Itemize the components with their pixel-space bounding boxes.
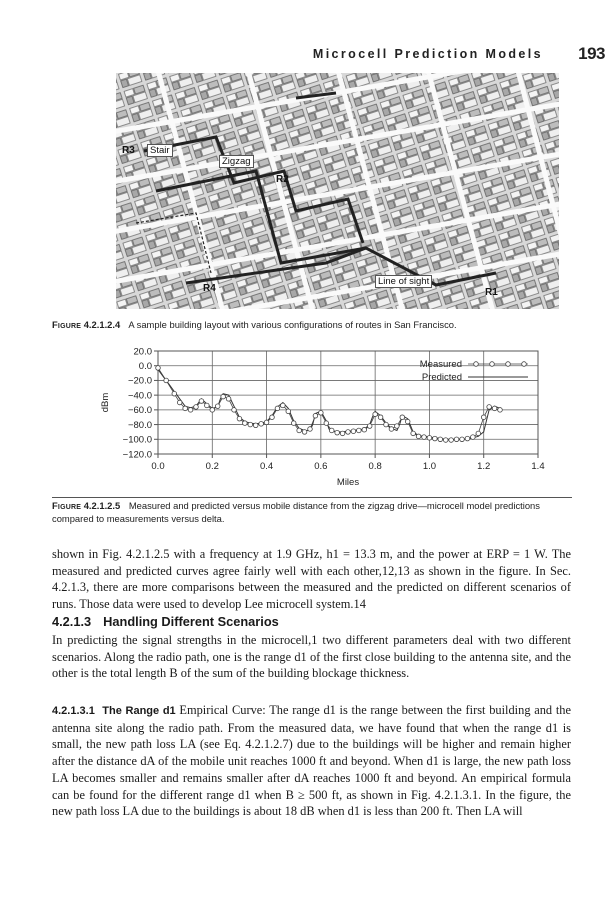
measured-point	[384, 422, 389, 427]
scenarios-paragraph-text: In predicting the signal strengths in the microcell,1 two different parameters deal with two different scenarios. Along the radio path, one is the range d1 of the first close building to the antenna site, and the other is the total length B of the sum of the building blockage thickness.	[52, 633, 571, 681]
measured-point	[319, 411, 324, 416]
x-tick-label: 0.8	[368, 461, 382, 472]
measured-point	[481, 415, 486, 420]
measured-point	[476, 431, 481, 436]
map-label-line-of-sight: Line of sight	[375, 275, 432, 288]
measured-point	[226, 397, 231, 402]
measured-point	[367, 424, 372, 429]
measured-point	[313, 413, 318, 418]
measured-point	[416, 434, 421, 439]
section-heading-number: 4.2.1.3	[52, 614, 92, 629]
measured-point	[237, 416, 242, 421]
range-paragraph	[52, 702, 571, 820]
measured-point	[199, 399, 204, 404]
legend-measured-marker	[506, 362, 511, 367]
measured-point	[194, 405, 199, 410]
measured-point	[215, 404, 220, 409]
measured-point	[465, 436, 470, 441]
measured-point	[400, 415, 405, 420]
measured-point	[188, 408, 193, 413]
measured-point	[373, 412, 378, 417]
figure-1-caption-text: A sample building layout with various configurations of routes in San Francisco.	[128, 319, 457, 330]
legend-measured-marker	[490, 362, 495, 367]
subsection-title: The Range d1	[102, 705, 176, 717]
measured-point	[297, 428, 302, 433]
map-label-stair: Stair	[147, 144, 173, 157]
section-heading-title: Handling Different Scenarios	[103, 614, 279, 629]
x-tick-label: 1.4	[531, 461, 545, 472]
subsection-number: 4.2.1.3.1	[52, 705, 95, 717]
measured-point	[405, 419, 410, 424]
measured-point	[205, 403, 210, 408]
legend-measured-label: Measured	[419, 359, 462, 370]
map-label-r2: R2	[276, 174, 289, 185]
measured-point	[346, 430, 351, 435]
legend-measured-marker	[474, 362, 479, 367]
figure-1-number: 4.2.1.2.4	[83, 319, 121, 330]
chart-legend	[420, 359, 528, 383]
measured-point	[357, 428, 362, 433]
figure-2-caption	[52, 499, 572, 525]
intro-paragraph-text: shown in Fig. 4.2.1.2.5 with a frequency at 1.9 GHz, h1 = 13.3 m, and the power at ERP = 1 W. The measured and predicted curves agree fairly well with each other,12,13 as shown in the figure. In Sec. 4.2.1.3, there are more comparisons between the measured and the predicted on different scenarios of runs. Those data were used to develop Lee microcell system.14	[52, 547, 571, 612]
range-paragraph-text: Empirical Curve: The range d1 is the range between the first building and the antenna site along the radio path. From the measured data, we have found that when the range d1 is small, the new path loss LA (see Eq. 4.2.1.2.7) due to the buildings will be higher and remain higher after the distance dA of the mobile unit reaches 1000 ft and beyond. When d1 is large, the new path loss LA becomes smaller and remains smaller after dA reaches 1000 ft and beyond. An empirical formula can be found for the different range d1 when B ≥ 500 ft, as shown in Fig. 4.2.1.3.1. In the figure, the new path loss LA due to the buildings is about 18 dB when d1 is less than 200 ft. Then LA will	[52, 703, 571, 819]
x-tick-label: 0.4	[259, 461, 274, 472]
measured-point	[243, 421, 248, 426]
measured-point	[422, 435, 427, 440]
measured-point	[177, 400, 182, 405]
signal-strength-chart	[102, 343, 564, 493]
y-tick-label: −100.0	[122, 434, 152, 446]
building-map-figure	[116, 73, 559, 309]
caption-rule	[52, 497, 572, 498]
scenarios-paragraph	[52, 632, 571, 682]
measured-point	[329, 428, 334, 433]
measured-point	[156, 366, 161, 371]
y-tick-label: −80.0	[127, 419, 152, 431]
measured-point	[427, 436, 432, 441]
measured-point	[210, 408, 215, 413]
measured-point	[449, 438, 454, 443]
measured-point	[248, 422, 253, 427]
x-tick-label: 1.0	[422, 461, 437, 472]
x-tick-label: 1.2	[477, 461, 491, 472]
measured-point	[443, 438, 448, 443]
figure-2-number: 4.2.1.2.5	[83, 500, 121, 511]
measured-point	[270, 415, 275, 420]
running-title: Microcell Prediction Models	[312, 47, 543, 61]
map-label-r3: R3	[122, 145, 135, 156]
page-number: 193	[578, 44, 605, 63]
measured-point	[308, 427, 313, 432]
measured-point	[172, 391, 177, 396]
measured-point	[302, 430, 307, 435]
map-label-r1: R1	[485, 287, 498, 298]
measured-point	[378, 415, 383, 420]
measured-point	[259, 422, 264, 427]
measured-point	[351, 429, 356, 434]
y-tick-label: 0.0	[138, 361, 152, 373]
measured-point	[340, 431, 345, 436]
measured-point	[498, 408, 503, 413]
measured-point	[471, 435, 476, 440]
x-axis-title: Miles	[336, 477, 360, 488]
measured-point	[433, 436, 438, 441]
y-tick-label: −20.0	[127, 375, 152, 387]
measured-point	[291, 421, 296, 426]
figure-1-label: Figure	[52, 319, 82, 330]
measured-point	[362, 427, 367, 432]
map-label-zigzag: Zigzag	[219, 155, 254, 168]
plot-area	[158, 351, 538, 454]
y-tick-label: 20.0	[133, 346, 152, 358]
measured-point	[395, 424, 400, 429]
measured-point	[221, 394, 226, 399]
measured-point	[164, 378, 169, 383]
x-tick-label: 0.2	[205, 461, 219, 472]
measured-point	[253, 423, 258, 428]
building-map-image	[116, 73, 559, 309]
figure-1-caption	[52, 318, 572, 331]
figure-2-caption-text: Measured and predicted versus mobile distance from the zigzag drive—microcell model predictions compared to measurements versus delta.	[52, 500, 540, 524]
map-label-r4: R4	[203, 283, 216, 294]
intro-paragraph	[52, 546, 571, 613]
measured-point	[264, 420, 269, 425]
measured-point	[454, 437, 459, 442]
legend-predicted-label: Predicted	[421, 372, 462, 383]
measured-point	[275, 406, 280, 411]
chart-canvas	[102, 343, 564, 493]
measured-point	[335, 430, 340, 435]
measured-point	[411, 431, 416, 436]
measured-point	[492, 406, 497, 411]
y-tick-label: −60.0	[127, 405, 152, 417]
measured-point	[487, 405, 492, 410]
measured-point	[232, 408, 237, 413]
x-tick-label: 0.0	[151, 461, 165, 472]
measured-point	[438, 437, 443, 442]
y-axis-title: dBm	[100, 392, 111, 413]
measured-point	[183, 406, 188, 411]
y-tick-label: −40.0	[127, 390, 152, 402]
measured-point	[324, 421, 329, 426]
legend-measured-marker	[522, 362, 527, 367]
x-tick-label: 0.6	[314, 461, 328, 472]
measured-point	[281, 403, 286, 408]
figure-2-label: Figure	[52, 500, 82, 511]
y-tick-label: −120.0	[122, 449, 152, 461]
measured-point	[389, 427, 394, 432]
measured-point	[286, 409, 291, 414]
measured-point	[460, 437, 465, 442]
section-heading	[52, 614, 279, 629]
